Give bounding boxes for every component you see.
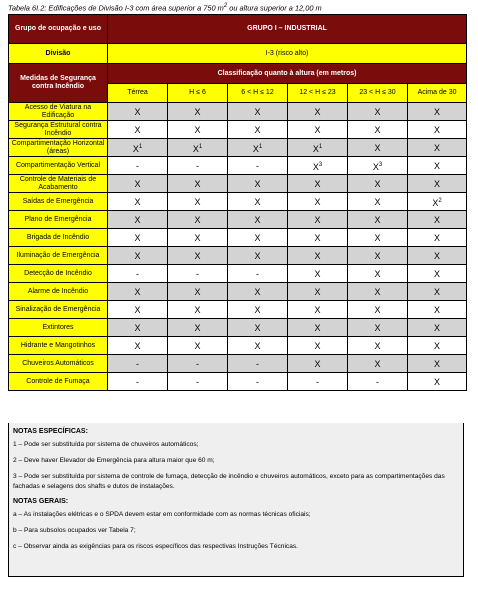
requirement-mark: - xyxy=(316,376,319,387)
requirement-mark: X xyxy=(434,214,441,225)
requirement-mark: X xyxy=(374,106,381,117)
requirement-mark: X xyxy=(134,286,141,297)
division-value: I-3 (risco alto) xyxy=(108,44,467,64)
division-row xyxy=(9,44,467,64)
requirement-mark: X xyxy=(254,106,261,117)
measure-row xyxy=(9,373,467,391)
measure-row xyxy=(9,301,467,319)
requirement-mark: - xyxy=(196,358,199,369)
requirement-cell xyxy=(228,103,288,121)
requirement-mark: X xyxy=(434,178,441,189)
height-column-header: Acima de 30 xyxy=(408,84,467,103)
requirement-mark: X xyxy=(134,322,141,333)
requirement-mark: - xyxy=(196,268,199,279)
requirement-mark: X xyxy=(374,286,381,297)
requirement-cell xyxy=(348,175,408,193)
requirement-cell xyxy=(108,157,168,175)
caption-tail: ou altura superior a 12,00 m xyxy=(227,3,322,13)
height-column-header: 23 < H ≤ 30 xyxy=(348,84,408,103)
requirement-mark: - xyxy=(256,376,259,387)
classification-row xyxy=(9,64,467,84)
measure-row xyxy=(9,337,467,355)
measure-label: Sinalização de Emergência xyxy=(9,301,108,319)
requirement-mark: X xyxy=(314,124,321,135)
measure-row xyxy=(9,319,467,337)
requirement-cell xyxy=(288,265,348,283)
measure-label: Extintores xyxy=(9,319,108,337)
requirement-cell xyxy=(168,103,228,121)
table-caption xyxy=(8,3,322,12)
requirement-mark: X xyxy=(374,124,381,135)
requirement-cell xyxy=(108,121,168,139)
requirement-mark: X xyxy=(134,304,141,315)
requirement-cell xyxy=(168,301,228,319)
requirement-cell xyxy=(168,121,228,139)
classification-label: Classificação quanto à altura (em metros) xyxy=(108,64,467,84)
note-reference: 3 xyxy=(318,161,323,168)
measure-label: Chuveiros Automáticos xyxy=(9,355,108,373)
requirement-mark: X xyxy=(374,214,381,225)
requirement-mark: X xyxy=(434,268,441,279)
occupancy-value: GRUPO I – INDUSTRIAL xyxy=(108,15,467,44)
requirement-mark: X xyxy=(434,304,441,315)
requirement-cell xyxy=(348,211,408,229)
requirement-mark: - xyxy=(256,268,259,279)
requirement-mark: X xyxy=(194,196,201,207)
measure-row xyxy=(9,355,467,373)
requirement-mark: X xyxy=(434,106,441,117)
requirement-cell xyxy=(228,175,288,193)
requirement-cell xyxy=(348,337,408,355)
requirement-cell xyxy=(348,103,408,121)
requirement-cell xyxy=(228,373,288,391)
requirement-cell xyxy=(348,283,408,301)
requirement-cell xyxy=(408,121,467,139)
requirement-mark: X xyxy=(374,250,381,261)
requirement-mark: X xyxy=(134,214,141,225)
caption-text: Tabela 6I.2: Edificações de Divisão I-3 com área superior a 750 m xyxy=(8,3,224,13)
requirement-mark: X xyxy=(254,124,261,135)
requirement-mark: X xyxy=(134,106,141,117)
requirement-mark: - xyxy=(196,160,199,171)
requirement-mark: X xyxy=(254,250,261,261)
requirement-cell xyxy=(108,139,168,157)
requirement-cell xyxy=(228,247,288,265)
requirement-cell xyxy=(168,193,228,211)
requirement-cell xyxy=(408,211,467,229)
requirement-cell xyxy=(108,337,168,355)
requirement-cell xyxy=(108,355,168,373)
requirement-cell xyxy=(228,319,288,337)
requirement-cell xyxy=(108,265,168,283)
measure-label: Plano de Emergência xyxy=(9,211,108,229)
requirement-mark: X xyxy=(194,304,201,315)
measures-label: Medidas de Segurança contra Incêndio xyxy=(9,64,108,103)
measure-row xyxy=(9,247,467,265)
requirement-mark: X xyxy=(314,232,321,243)
requirement-cell xyxy=(408,355,467,373)
requirement-cell xyxy=(408,337,467,355)
notes-box xyxy=(8,423,464,577)
requirement-cell xyxy=(168,319,228,337)
requirement-mark: X xyxy=(254,304,261,315)
requirement-mark: X xyxy=(134,250,141,261)
requirement-cell xyxy=(168,373,228,391)
height-column-header: 12 < H ≤ 23 xyxy=(288,84,348,103)
measure-label: Alarme de Incêndio xyxy=(9,283,108,301)
requirement-mark: X xyxy=(134,124,141,135)
requirement-cell xyxy=(168,355,228,373)
requirement-cell xyxy=(108,373,168,391)
measure-label: Compartimentação Vertical xyxy=(9,157,108,175)
occupancy-label: Grupo de ocupação e uso xyxy=(9,15,108,44)
requirement-cell xyxy=(168,175,228,193)
measure-label: Compartimentação Horizontal (áreas) xyxy=(9,139,108,157)
requirement-mark: X xyxy=(314,250,321,261)
requirement-mark: X xyxy=(374,322,381,333)
measure-label: Acesso de Viatura na Edificação xyxy=(9,103,108,121)
requirement-mark: X xyxy=(194,340,201,351)
note-reference: 2 xyxy=(438,197,442,204)
requirement-cell xyxy=(348,355,408,373)
requirement-cell xyxy=(348,157,408,175)
note-reference: 1 xyxy=(318,143,323,150)
requirement-mark: X xyxy=(314,268,321,279)
requirement-cell xyxy=(228,211,288,229)
measure-row xyxy=(9,211,467,229)
requirement-cell xyxy=(348,247,408,265)
note-reference: 3 xyxy=(378,161,383,168)
requirement-mark: X xyxy=(434,232,441,243)
requirement-cell xyxy=(288,103,348,121)
requirement-mark: X xyxy=(134,196,141,207)
requirement-mark: X xyxy=(134,178,141,189)
requirement-cell xyxy=(108,247,168,265)
requirement-cell xyxy=(408,229,467,247)
requirement-cell xyxy=(288,175,348,193)
general-note-a: a – As instalações elétricas e o SPDA devem estar em conformidade com as normas técnicas oficiais; xyxy=(13,511,311,518)
requirement-cell xyxy=(228,355,288,373)
measure-row xyxy=(9,175,467,193)
requirement-mark: X xyxy=(434,142,441,153)
specific-note-2: 2 – Deve haver Elevador de Emergência para altura maior que 60 m; xyxy=(13,457,215,464)
requirement-mark: X xyxy=(254,214,261,225)
requirement-mark: X xyxy=(374,340,381,351)
requirement-mark: X xyxy=(374,196,381,207)
requirement-mark: X xyxy=(314,178,321,189)
requirement-cell xyxy=(348,193,408,211)
requirement-cell xyxy=(168,337,228,355)
specific-note-3: 3 – Pode ser substituída por sistema de controle de fumaça, detecção de incêndio e chuveiros automáticos, exceto para as compartimentações das fachadas e selagens dos shafts e dutos de instalações. xyxy=(13,473,445,490)
requirement-mark: X xyxy=(314,286,321,297)
division-label: Divisão xyxy=(9,44,108,64)
requirement-mark: X xyxy=(194,106,201,117)
requirement-cell xyxy=(348,373,408,391)
requirement-cell xyxy=(408,175,467,193)
requirement-mark: X xyxy=(194,214,201,225)
requirement-cell xyxy=(408,247,467,265)
requirement-mark: X xyxy=(252,143,259,154)
measure-label: Controle de Materiais de Acabamento xyxy=(9,175,108,193)
height-column-header: 6 < H ≤ 12 xyxy=(228,84,288,103)
requirement-mark: X xyxy=(194,124,201,135)
measure-label: Iluminação de Emergência xyxy=(9,247,108,265)
requirement-mark: X xyxy=(254,178,261,189)
general-notes-title: NOTAS GERAIS: xyxy=(13,498,69,505)
requirement-cell xyxy=(168,157,228,175)
requirement-cell xyxy=(168,247,228,265)
requirement-cell xyxy=(348,229,408,247)
requirement-mark: X xyxy=(192,143,199,154)
requirement-cell xyxy=(168,139,228,157)
measure-label: Brigada de Incêndio xyxy=(9,229,108,247)
requirement-mark: X xyxy=(134,340,141,351)
requirement-cell xyxy=(108,175,168,193)
requirement-cell xyxy=(288,193,348,211)
specific-notes-title: NOTAS ESPECÍFICAS: xyxy=(13,428,88,435)
requirement-mark: X xyxy=(374,268,381,279)
requirement-mark: X xyxy=(194,286,201,297)
requirement-cell xyxy=(228,193,288,211)
requirement-mark: X xyxy=(194,178,201,189)
requirement-cell xyxy=(408,283,467,301)
measure-row xyxy=(9,103,467,121)
measure-label: Controle de Fumaça xyxy=(9,373,108,391)
requirement-cell xyxy=(348,139,408,157)
measure-row xyxy=(9,139,467,157)
requirement-mark: X xyxy=(374,358,381,369)
requirement-mark: X xyxy=(434,286,441,297)
requirement-cell xyxy=(408,373,467,391)
measure-row xyxy=(9,283,467,301)
requirement-cell xyxy=(288,301,348,319)
measure-row xyxy=(9,229,467,247)
requirement-mark: X xyxy=(254,196,261,207)
requirement-mark: X xyxy=(434,358,441,369)
measure-label: Hidrante e Mangotinhos xyxy=(9,337,108,355)
requirement-cell xyxy=(288,373,348,391)
measure-row xyxy=(9,157,467,175)
requirement-cell xyxy=(348,301,408,319)
requirement-mark: X xyxy=(374,142,381,153)
caption-superscript: 2 xyxy=(223,3,228,9)
requirement-cell xyxy=(288,229,348,247)
requirement-cell xyxy=(408,157,467,175)
requirement-cell xyxy=(168,211,228,229)
requirement-mark: X xyxy=(312,161,319,172)
requirement-mark: - xyxy=(376,376,379,387)
requirement-mark: X xyxy=(194,250,201,261)
requirement-cell xyxy=(288,337,348,355)
requirement-cell xyxy=(408,301,467,319)
requirement-cell xyxy=(228,139,288,157)
requirement-mark: - xyxy=(196,376,199,387)
requirement-cell xyxy=(108,319,168,337)
requirement-cell xyxy=(168,229,228,247)
safety-measures-table xyxy=(8,14,467,391)
requirement-mark: X xyxy=(254,286,261,297)
requirement-cell xyxy=(288,121,348,139)
requirement-cell xyxy=(228,301,288,319)
requirement-cell xyxy=(288,247,348,265)
requirement-cell xyxy=(228,121,288,139)
requirement-cell xyxy=(108,301,168,319)
requirement-mark: X xyxy=(134,232,141,243)
requirement-cell xyxy=(228,283,288,301)
requirement-mark: X xyxy=(312,143,319,154)
requirement-mark: X xyxy=(254,322,261,333)
measure-row xyxy=(9,193,467,211)
specific-note-1: 1 – Pode ser substituída por sistema de chuveiros automáticos; xyxy=(13,441,199,448)
note-reference: 1 xyxy=(258,143,263,150)
requirement-mark: - xyxy=(256,358,259,369)
general-note-c: c – Observar ainda as exigências para os riscos específicos das respectivas Instruções Técnicas. xyxy=(13,543,299,550)
requirement-mark: X xyxy=(434,376,441,387)
requirement-mark: X xyxy=(254,232,261,243)
requirement-cell xyxy=(228,229,288,247)
requirement-cell xyxy=(288,319,348,337)
requirement-mark: X xyxy=(254,340,261,351)
requirement-mark: X xyxy=(434,250,441,261)
requirement-mark: X xyxy=(374,178,381,189)
requirement-cell xyxy=(288,283,348,301)
requirement-mark: X xyxy=(434,160,441,171)
requirement-mark: X xyxy=(314,196,321,207)
requirement-cell xyxy=(168,283,228,301)
requirement-mark: X xyxy=(314,214,321,225)
requirement-cell xyxy=(348,319,408,337)
general-note-b: b – Para subsolos ocupados ver Tabela 7; xyxy=(13,527,136,534)
requirement-mark: X xyxy=(314,106,321,117)
note-reference: 1 xyxy=(138,143,143,150)
requirement-cell xyxy=(168,265,228,283)
requirement-cell xyxy=(408,319,467,337)
requirement-cell xyxy=(408,103,467,121)
requirement-cell xyxy=(228,157,288,175)
requirement-cell xyxy=(288,211,348,229)
requirement-mark: X xyxy=(132,143,139,154)
requirement-mark: X xyxy=(314,304,321,315)
requirement-mark: - xyxy=(136,160,139,171)
requirement-mark: X xyxy=(314,322,321,333)
requirement-cell xyxy=(408,139,467,157)
requirement-mark: X xyxy=(374,304,381,315)
requirement-mark: X xyxy=(194,232,201,243)
requirement-cell xyxy=(288,157,348,175)
measure-row xyxy=(9,265,467,283)
requirement-cell xyxy=(108,283,168,301)
measure-row xyxy=(9,121,467,139)
height-column-header: Térrea xyxy=(108,84,168,103)
requirement-cell xyxy=(408,193,467,211)
requirement-mark: X xyxy=(314,358,321,369)
measure-label: Segurança Estrutural contra Incêndio xyxy=(9,121,108,139)
requirement-mark: X xyxy=(434,124,441,135)
requirement-cell xyxy=(108,211,168,229)
measure-label: Saídas de Emergência xyxy=(9,193,108,211)
requirement-cell xyxy=(288,355,348,373)
requirement-mark: - xyxy=(136,358,139,369)
requirement-mark: X xyxy=(194,322,201,333)
requirement-mark: X xyxy=(434,340,441,351)
requirement-mark: - xyxy=(136,376,139,387)
height-column-header: H ≤ 6 xyxy=(168,84,228,103)
requirement-cell xyxy=(228,337,288,355)
requirement-cell xyxy=(108,229,168,247)
requirement-cell xyxy=(228,265,288,283)
requirement-cell xyxy=(288,139,348,157)
requirement-cell xyxy=(108,103,168,121)
requirement-mark: X xyxy=(432,197,439,208)
requirement-cell xyxy=(348,121,408,139)
requirement-mark: X xyxy=(372,161,379,172)
requirement-cell xyxy=(348,265,408,283)
requirement-mark: - xyxy=(256,160,259,171)
requirement-mark: X xyxy=(374,232,381,243)
requirement-cell xyxy=(108,193,168,211)
requirement-mark: X xyxy=(314,340,321,351)
occupancy-row xyxy=(9,15,467,44)
note-reference: 1 xyxy=(198,143,203,150)
requirement-mark: - xyxy=(136,268,139,279)
requirement-mark: X xyxy=(434,322,441,333)
requirement-cell xyxy=(408,265,467,283)
measure-label: Detecção de Incêndio xyxy=(9,265,108,283)
